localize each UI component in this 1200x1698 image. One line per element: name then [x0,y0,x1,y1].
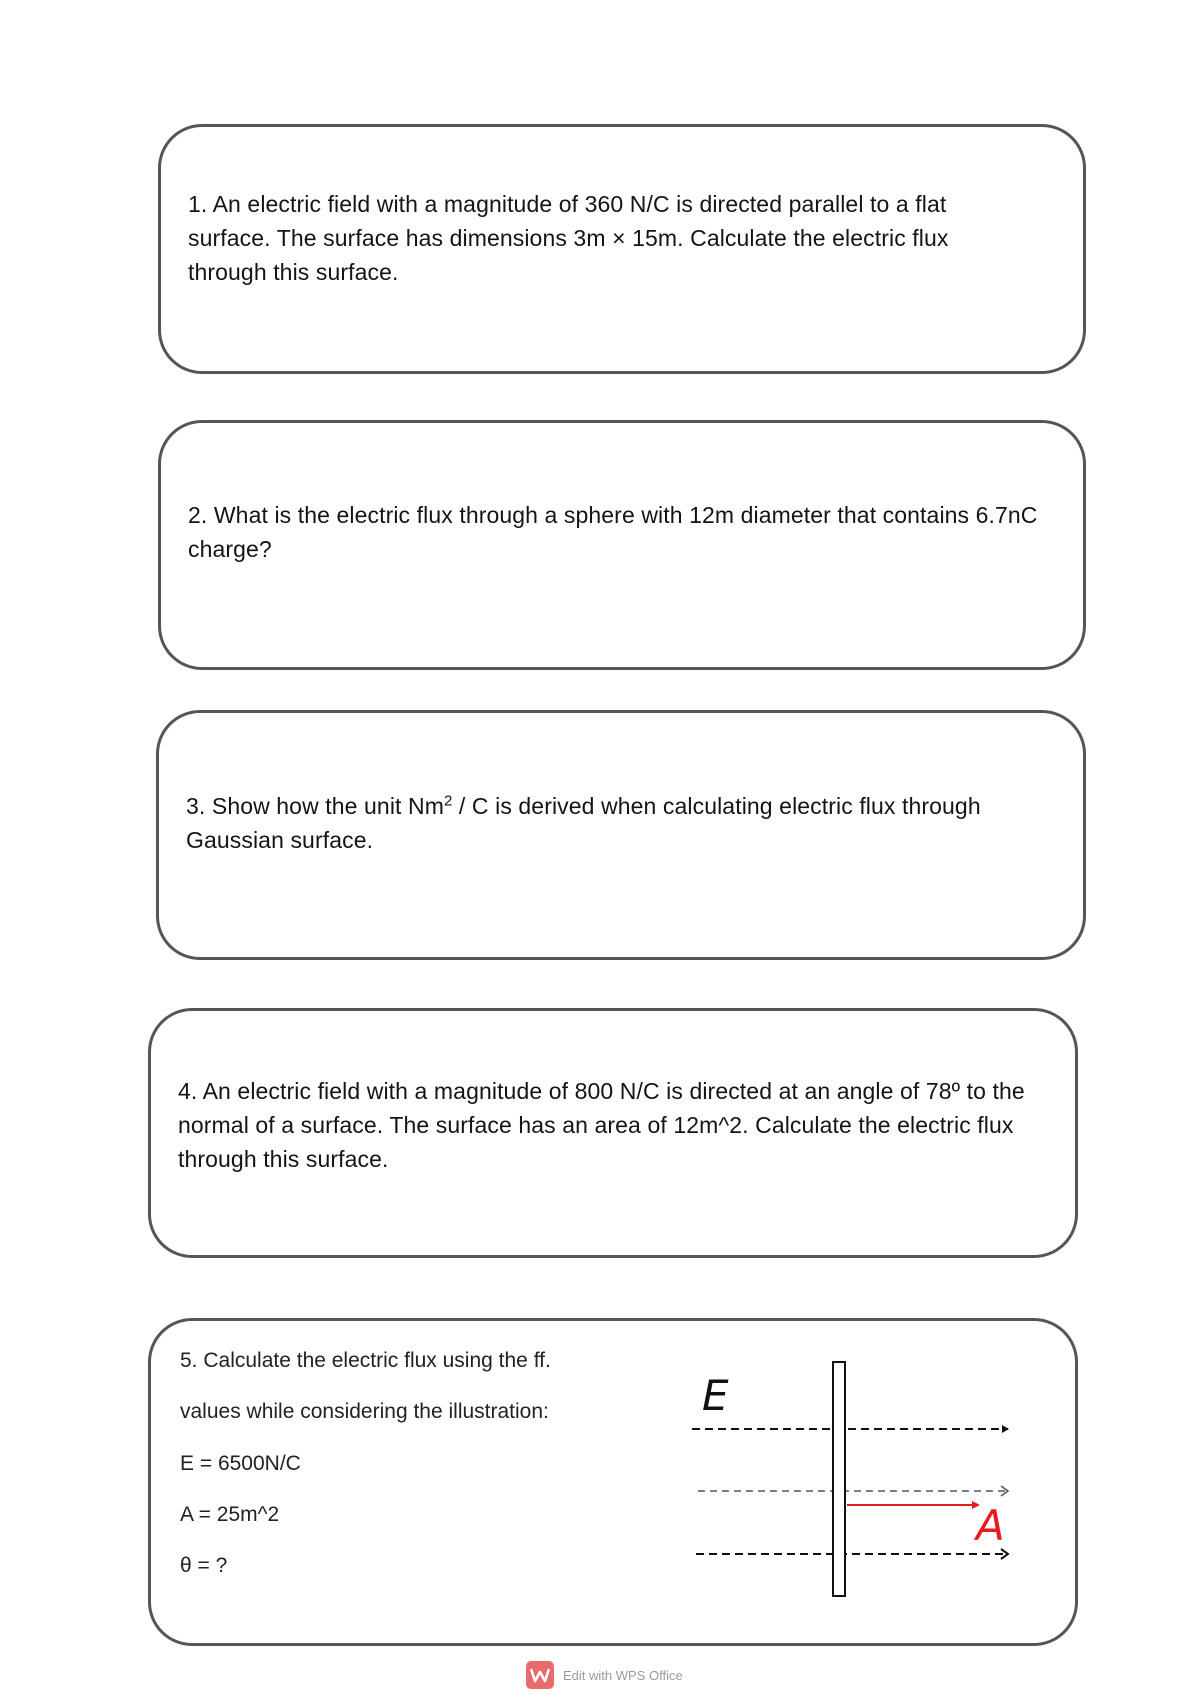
question-3-box [156,710,1086,960]
question-5-a-value: A = 25m^2 [180,1503,280,1526]
question-5-e-value: E = 6500N/C [180,1452,301,1475]
question-5-line-1: 5. Calculate the electric flux using the ff. [180,1349,551,1372]
question-1-text: 1. An electric field with a magnitude of 360 N/C is directed parallel to a flat surface. The surface has dimensions 3m × 15m. Calculate the electric flux through this surface. [188,191,949,285]
wps-logo-icon [526,1661,554,1689]
wps-watermark [526,1660,683,1690]
question-4-text: 4. An electric field with a magnitude of 800 N/C is directed at an angle of 78º to the normal of a surface. The surface has an area of 12m^2. Calculate the electric flux through this surface. [178,1078,1025,1172]
question-3-prefix: 3. Show how the unit Nm [186,793,444,819]
watermark-text: Edit with WPS Office [563,1667,683,1683]
area-label-a: A [976,1501,1005,1550]
question-4-box [148,1008,1078,1258]
flux-illustration [680,1360,1020,1618]
question-3-suffix: / C is derived when calculating electric flux through Gaussian surface. [186,793,981,853]
question-1-box [158,124,1086,374]
question-2-text: 2. What is the electric flux through a sphere with 12m diameter that contains 6.7nC charge? [188,502,1038,562]
question-3-text [186,789,1056,857]
question-5-line-2: values while considering the illustration: [180,1400,549,1423]
question-5-theta: θ = ? [180,1554,228,1577]
surface-plate [833,1362,845,1596]
question-3-superscript: 2 [443,792,453,810]
field-label-e: E [702,1371,729,1420]
question-2-box [158,420,1086,670]
field-arrowhead-top [1002,1425,1009,1433]
